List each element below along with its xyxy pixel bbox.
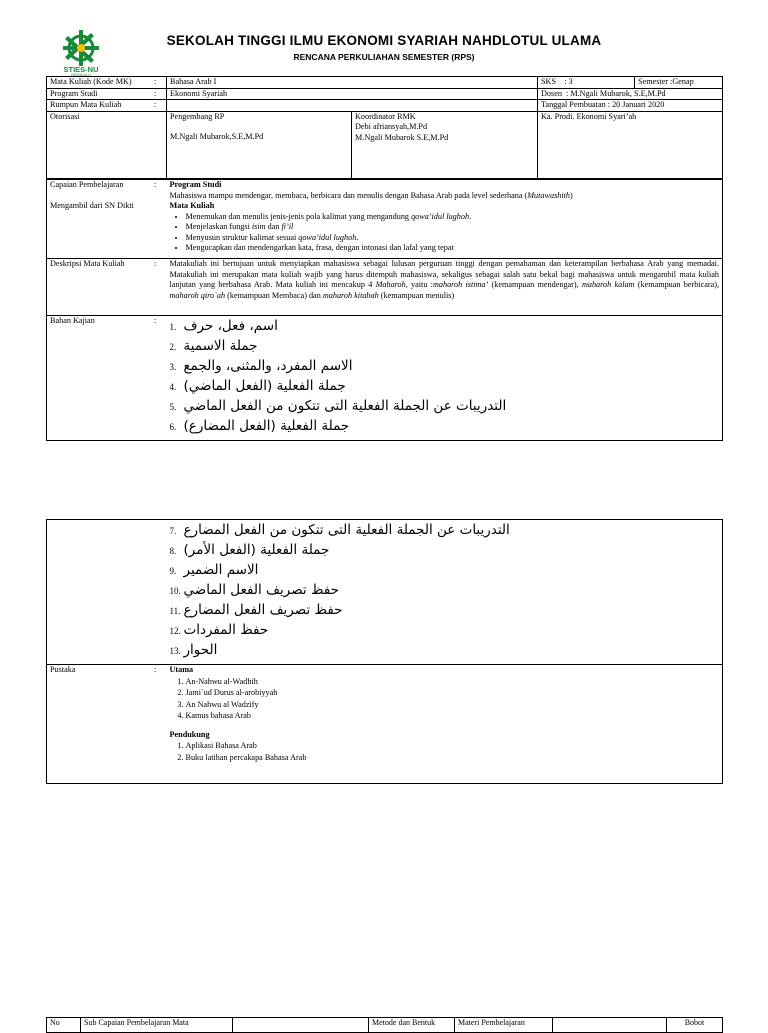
koordinator-cell: Koordinator RMK Debi afriansyah,M.Pd M.Ngali Mubarok S.E,M.Pd — [352, 111, 538, 178]
col-metode: Metode dan Bentuk — [369, 1018, 455, 1033]
dosen-cell: Dosen : M.Ngali Mubarok, S.E,M.Pd — [538, 88, 723, 100]
deskripsi-label-cell: Deskripsi Mata Kuliah : — [47, 259, 167, 316]
list-item: • Menjelaskan fungsi isim dan fi’il — [186, 222, 720, 233]
col-materi: Materi Pembelajaran — [455, 1018, 553, 1033]
sks-cell: SKS : 3 — [538, 77, 635, 89]
mk-value: Bahasa Arab I — [167, 77, 538, 89]
pengembang-cell: Pengembang RP M.Ngali Mubarok,S.E,M.Pd — [167, 111, 352, 178]
otorisasi-label: Otorisasi — [47, 111, 167, 178]
bahan-label-cell-continued — [47, 520, 167, 665]
prodi-label: Program Studi : — [47, 88, 167, 100]
list-item: 1. An-Nahwu al-Wadhih — [186, 676, 720, 688]
svg-text:STIES-NU: STIES-NU — [63, 65, 99, 74]
bahan-content — [167, 316, 723, 441]
bahan-list-page1 — [170, 316, 720, 436]
list-item: • 7. التدريبات عن الجملة الفعلية التى تتكون من الفعل المضارع — [170, 520, 720, 540]
list-item: 4. Kamus bahasa Arab — [186, 710, 720, 722]
list-item: • Menemukan dan menulis jenis-jenis pola kalimat yang mengandung qowa’idul lughoh. — [186, 212, 720, 223]
list-item: • 5. التدريبات عن الجملة الفعلية التى تتكون من الفعل الماضي — [170, 396, 720, 416]
list-item: 2. Buku latihan percakapa Bahasa Arab — [186, 752, 720, 764]
prodi-value: Ekonomi Syariah — [167, 88, 538, 100]
col-sub-cp: Sub Capaian Pembelajaran Mata — [81, 1018, 233, 1033]
list-item: 1. Aplikasi Bahasa Arab — [186, 740, 720, 752]
institution-title: SEKOLAH TINGGI ILMU EKONOMI SYARIAH NAHDLOTUL ULAMA — [166, 33, 602, 48]
deskripsi-content: Matakuliah ini bertujuan untuk menyiapkan mahasiswa sebagai lulusan perguruan tinggi dengan pemahaman dan keterampilan berbahasa Arab yang memadai. Matakuliah ini merupakan mata kuliah wajib yang harus ditempuh mahasiswa, sekaligus sebagai salah satu bekal bagi mahasiswa untuk mengambil mata kuliah lanjutan yang berbahasa Arab. Mata kuliah ini mencakup 4 Maharoh, yaitu :maharoh istima’ (kemampuan mendengar), maharoh kalam (kemampuan berbicara), maharoh qiro`ah (kemampuan Membaca) dan maharoh kitabah (kemampuan menulis) — [167, 259, 723, 316]
list-item: 2. Jami`ud Durus al-arobiyyah — [186, 687, 720, 699]
capaian-content: Program Studi Mahasiswa mampu mendengar, membaca, berbicara dan menulis dengan Bahasa Arab pada level sederhana (Mutawashith) Mata Kuliah • Menemukan dan menulis jenis-jenis pola kalimat yang mengandung qowa’idul lughoh. • Menjelaskan fungsi isim dan fi’il • Menyusun struktur kalimat sesuai qowa’idul lughoh. • Mengucapkan dan mendengarkan kata, frasa, dengan intonasi dan lafal yang tepat — [167, 180, 723, 259]
pustaka-pendukung-list — [170, 740, 720, 763]
rumpun-label: Rumpun Mata Kuliah : — [47, 100, 167, 112]
list-item: • 8. جملة الفعلية (الفعل الأمر) — [170, 540, 720, 560]
list-item: • 11. حفظ تصريف الفعل المضارع — [170, 600, 720, 620]
bahan-list-page2 — [170, 520, 720, 660]
pustaka-utama-list — [170, 676, 720, 722]
col-indikator — [233, 1018, 369, 1033]
course-info-table — [46, 76, 723, 179]
weekly-plan-table-header — [46, 1017, 723, 1033]
list-item: • 9. الاسم الضمير — [170, 560, 720, 580]
kaprodi-cell: Ka. Prodi. Ekonomi Syari’ah — [538, 111, 723, 178]
list-item: • 6. جملة الفعلية (الفعل المضارع) — [170, 416, 720, 436]
rps-content-table-continued — [46, 519, 723, 784]
list-item: • 13. الحوار — [170, 640, 720, 660]
pustaka-content: Utama 1. An-Nahwu al-Wadhih 2. Jami`ud Durus al-arobiyyah 3. An Nahwu al Wadzify 4. Kamus bahasa Arab Pendukung 1. Aplikasi Bahasa Arab 2. Buku latihan percakapa Bahasa Arab — [167, 665, 723, 784]
list-item: • 12. حفظ المفردات — [170, 620, 720, 640]
document-subtitle: RENCANA PERKULIAHAN SEMESTER (RPS) — [293, 52, 475, 62]
semester-cell: Semester :Genap — [635, 77, 723, 89]
bahan-label-cell: Bahan Kajian : — [47, 316, 167, 441]
list-item: • 1. اسم، فعل، حرف — [170, 316, 720, 336]
capaian-label-cell: Capaian Pembelajaran : Mengambil dari SN Dikti — [47, 180, 167, 259]
mk-label: Mata Kuliah (Kode MK) : — [47, 77, 167, 89]
list-item: • 10. حفظ تصريف الفعل الماضي — [170, 580, 720, 600]
tanggal-cell: Tanggal Pembuatan : 20 Januari 2020 — [538, 100, 723, 112]
list-item: • 2. جملة الاسمية — [170, 336, 720, 356]
svg-text:BENGKULU: BENGKULU — [71, 73, 91, 76]
capaian-mk-list — [170, 212, 720, 254]
pustaka-label-cell: Pustaka : — [47, 665, 167, 784]
list-item: • 3. الاسم المفرد، والمثنى، والجمع — [170, 356, 720, 376]
rps-content-table — [46, 179, 723, 441]
bahan-content-continued — [167, 520, 723, 665]
list-item: • Menyusun struktur kalimat sesuai qowa’idul lughoh. — [186, 233, 720, 244]
list-item: • 4. جملة الفعلية (الفعل الماضي) — [170, 376, 720, 396]
document-header — [0, 0, 768, 76]
col-waktu — [553, 1018, 667, 1033]
col-no: No — [47, 1018, 81, 1033]
col-bobot: Bobot — [667, 1018, 723, 1033]
list-item: 3. An Nahwu al Wadzify — [186, 699, 720, 711]
rumpun-value — [167, 100, 538, 112]
list-item: • Mengucapkan dan mendengarkan kata, frasa, dengan intonasi dan lafal yang tepat — [186, 243, 720, 254]
